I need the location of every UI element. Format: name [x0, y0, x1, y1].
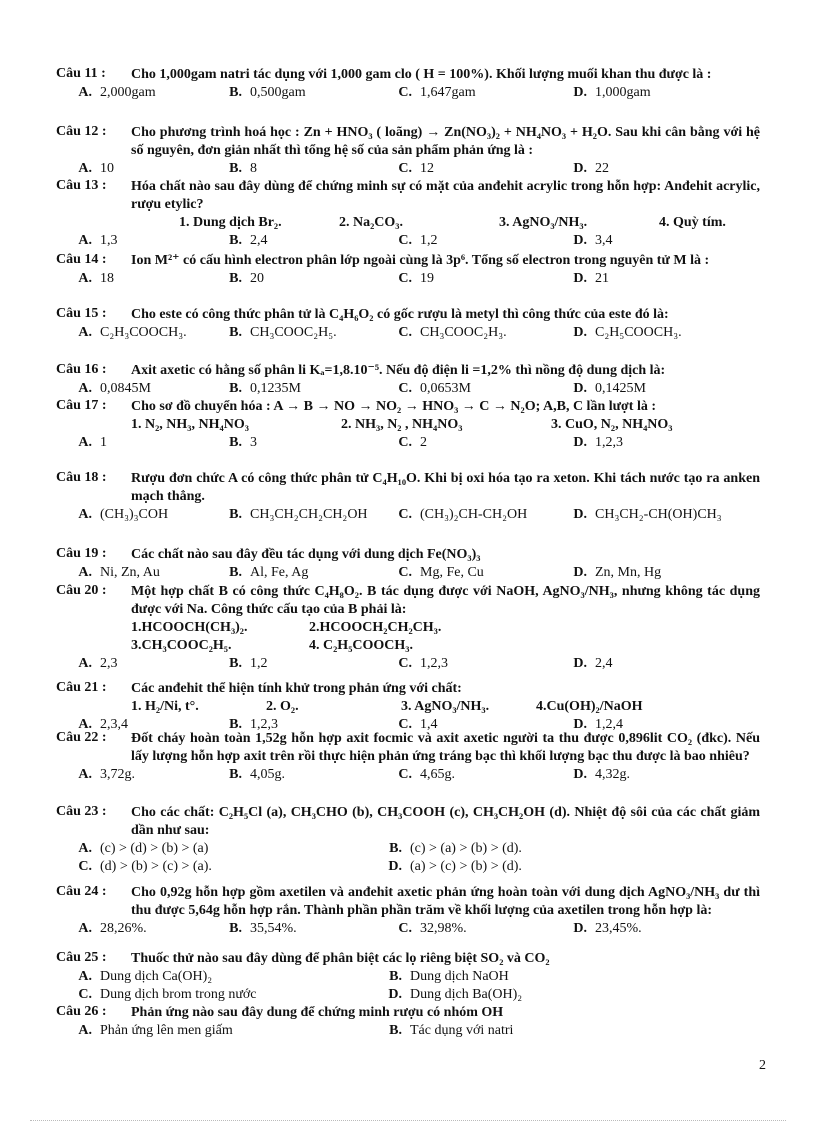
option-letter: D. [573, 381, 587, 396]
option-text: 4,32g. [595, 767, 630, 782]
sub-item: 1. Dung dịch Br₂. [179, 215, 282, 230]
answer-option [565, 380, 646, 398]
sub-item: 3. CuO, N₂, NH₄NO₃ [551, 417, 673, 432]
option-text: 35,54%. [250, 921, 297, 936]
answer-option [70, 84, 156, 102]
option-text: Phản ứng lên men giấm [100, 1023, 233, 1038]
option-text: 3 [250, 435, 257, 450]
option-text: Ni, Zn, Au [100, 565, 160, 580]
answer-option [390, 434, 427, 452]
question-text: Các chất nào sau đây đều tác dụng với dung dịch Fe(NO₃)₃ [131, 547, 481, 562]
options-row [56, 1022, 760, 1040]
option-letter: A. [78, 271, 92, 286]
question-block [56, 730, 760, 784]
question-text: Cho phương trình hoá học : Zn + HNO₃ ( loãng) → Zn(NO₃)₂ + NH₄NO₃ + H₂O. Sau khi cân bằng với hệ số nguyên, đơn giản nhất thì tổng hệ số của sản phẩm phản ứng là : [131, 125, 760, 158]
answer-option [220, 232, 268, 250]
question-number: Câu 23 : [56, 804, 107, 819]
option-text: 1,2 [420, 233, 438, 248]
option-text: 1,2 [250, 656, 268, 671]
answer-option [380, 968, 509, 986]
option-letter: B. [229, 507, 242, 522]
question-block [56, 804, 760, 876]
option-text: Al, Fe, Ag [250, 565, 309, 580]
option-letter: D. [573, 85, 587, 100]
option-letter: C. [398, 381, 412, 396]
question-text: Đốt cháy hoàn toàn 1,52g hỗn hợp axit focmic và axit axetic người ta thu được 0,896lit CO₂ (đkc). Nếu lấy lượng hỗn hợp axit trên rồi thực hiện phản ứng tráng bạc thì khối lượng bạc thu được là bao nhiêu? [131, 731, 760, 764]
question-number: Câu 11 : [56, 66, 106, 81]
sub-item: 1. N₂, NH₃, NH₄NO₃ [131, 417, 249, 432]
option-letter: D. [573, 325, 587, 340]
answer-option [390, 380, 471, 398]
option-letter: A. [78, 969, 92, 984]
question-text: Hóa chất nào sau đây dùng để chứng minh sự có mặt của anđehit acrylic trong hỗn hợp: Anđehit acrylic, rượu etylic? [131, 179, 760, 212]
option-letter: C. [398, 325, 412, 340]
option-letter: B. [229, 161, 242, 176]
option-text: CH₃CH₂CH₂CH₂OH [250, 507, 368, 522]
option-letter: D. [573, 656, 587, 671]
question-block [56, 950, 760, 1004]
options-row [56, 380, 760, 398]
question-text: Cho 0,92g hỗn hợp gồm axetilen và anđehit axetic phản ứng hoàn toàn với dung dịch AgNO₃/NH₃ dư thì thu được 5,64g hỗn hợp rắn. Thành phần phần trăm về khối lượng của axetilen trong hỗn hợp là: [131, 885, 760, 918]
page-number: 2 [759, 1058, 766, 1073]
question-text: Cho este có công thức phân tử là C₄H₆O₂ có gốc rượu là metyl thì công thức của este đó là: [131, 307, 669, 322]
option-letter: B. [389, 841, 402, 856]
question-sub-items [179, 214, 760, 232]
option-text: 1,000gam [595, 85, 651, 100]
answer-option [220, 766, 285, 784]
answer-option [70, 840, 208, 858]
answer-option [70, 380, 151, 398]
option-text: 2,4 [595, 656, 613, 671]
option-letter: B. [229, 717, 242, 732]
sub-item: 2. NH₃, N₂ , NH₄NO₃ [341, 417, 463, 432]
question-block [56, 398, 760, 452]
option-letter: B. [229, 85, 242, 100]
option-letter: D. [573, 767, 587, 782]
option-letter: A. [78, 767, 92, 782]
question-sub-items [131, 619, 760, 637]
answer-option [565, 270, 609, 288]
option-letter: A. [78, 325, 92, 340]
option-letter: A. [78, 507, 92, 522]
answer-option [390, 655, 448, 673]
option-text: Dung dịch Ca(OH)₂ [100, 969, 213, 984]
option-letter: B. [229, 325, 242, 340]
options-row [56, 986, 760, 1004]
option-text: Dung dịch brom trong nước [100, 987, 257, 1002]
answer-option [565, 434, 623, 452]
answer-option [70, 858, 212, 876]
option-text: 1,3 [100, 233, 118, 248]
question-number: Câu 17 : [56, 398, 107, 413]
answer-option [380, 986, 522, 1004]
sub-item: 1. H₂/Ni, t°. [131, 699, 199, 714]
option-text: 23,45%. [595, 921, 642, 936]
option-letter: A. [78, 656, 92, 671]
question-text: Thuốc thử nào sau đây dùng để phân biệt các lọ riêng biệt SO₂ và CO₂ [131, 951, 550, 966]
option-text: 1,647gam [420, 85, 476, 100]
option-letter: B. [229, 565, 242, 580]
answer-option [390, 160, 434, 178]
sub-item: 2. O₂. [266, 699, 299, 714]
question-block [56, 252, 760, 288]
option-text: Dung dịch Ba(OH)₂ [410, 987, 523, 1002]
option-letter: D. [573, 717, 587, 732]
option-text: 2,3 [100, 656, 118, 671]
answer-option [220, 434, 257, 452]
options-row [56, 655, 760, 673]
answer-option [70, 766, 135, 784]
option-letter: C. [398, 717, 412, 732]
option-text: C₂H₅COOCH₃. [595, 325, 682, 340]
answer-option [390, 564, 484, 582]
answer-option [220, 270, 264, 288]
answer-option [220, 324, 337, 342]
option-letter: D. [573, 507, 587, 522]
question-block [56, 546, 760, 582]
option-letter: C. [398, 85, 412, 100]
option-letter: A. [78, 565, 92, 580]
question-number: Câu 25 : [56, 950, 107, 965]
option-text: Zn, Mn, Hg [595, 565, 662, 580]
option-text: 4,65g. [420, 767, 455, 782]
option-text: (c) > (d) > (b) > (a) [100, 841, 209, 856]
option-letter: C. [398, 921, 412, 936]
question-text: Các anđehit thể hiện tính khử trong phản ứng với chất: [131, 681, 462, 696]
option-text: CH₃CH₂-CH(OH)CH₃ [595, 507, 722, 522]
option-text: (CH₃)₃COH [100, 507, 169, 522]
answer-option [70, 270, 114, 288]
question-number: Câu 18 : [56, 470, 107, 485]
option-letter: D. [573, 921, 587, 936]
option-text: CH₃COOC₂H₅. [250, 325, 337, 340]
options-row [56, 160, 760, 178]
option-text: 0,1235M [250, 381, 301, 396]
answer-option [220, 160, 257, 178]
option-text: Dung dịch NaOH [410, 969, 509, 984]
answer-option [70, 1022, 233, 1040]
option-letter: B. [229, 767, 242, 782]
question-number: Câu 16 : [56, 362, 107, 377]
answer-option [565, 564, 661, 582]
question-number: Câu 14 : [56, 252, 107, 267]
option-letter: A. [78, 381, 92, 396]
options-row [56, 564, 760, 582]
answer-option [70, 564, 160, 582]
option-text: 21 [595, 271, 609, 286]
question-block [56, 306, 760, 342]
question-text: Rượu đơn chức A có công thức phân tử C₄H₁₀O. Khi bị oxi hóa tạo ra xeton. Khi tách nước tạo ra anken mạch thẳng. [131, 471, 760, 504]
question-block [56, 470, 760, 524]
sub-item: 4. C₂H₅COOCH₃. [309, 638, 413, 653]
answer-option [70, 160, 114, 178]
option-letter: B. [229, 271, 242, 286]
option-text: 28,26%. [100, 921, 147, 936]
answer-option [390, 232, 438, 250]
options-row [56, 858, 760, 876]
option-letter: C. [398, 767, 412, 782]
question-text: Axit axetic có hằng số phân li Kₐ=1,8.10⁻⁵. Nếu độ điện li =1,2% thì nồng độ dung dịch là: [131, 363, 666, 378]
sub-item: 2. Na₂CO₃. [339, 215, 404, 230]
option-letter: A. [78, 85, 92, 100]
option-letter: C. [398, 271, 412, 286]
options-row [56, 766, 760, 784]
option-text: 0,500gam [250, 85, 306, 100]
question-number: Câu 19 : [56, 546, 107, 561]
question-sub-items [131, 416, 760, 434]
question-block [56, 66, 760, 102]
answer-option [380, 1022, 513, 1040]
option-text: (a) > (c) > (b) > (d). [410, 859, 522, 874]
option-letter: C. [398, 435, 412, 450]
question-block [56, 680, 760, 734]
option-text: 2,3,4 [100, 717, 128, 732]
option-letter: C. [398, 507, 412, 522]
sub-item: 3. AgNO₃/NH₃. [401, 699, 490, 714]
answer-option [565, 232, 613, 250]
option-text: 0,1425M [595, 381, 646, 396]
sub-item: 1.HCOOCH(CH₃)₂. [131, 620, 248, 635]
answer-option [220, 380, 301, 398]
option-letter: B. [389, 969, 402, 984]
question-text: Cho sơ đồ chuyển hóa : A → B → NO → NO₂ → HNO₃ → C → N₂O; A,B, C lần lượt là : [131, 399, 656, 414]
option-letter: D. [573, 271, 587, 286]
answer-option [380, 858, 522, 876]
answer-option [565, 766, 630, 784]
option-text: 2 [420, 435, 427, 450]
options-row [56, 968, 760, 986]
question-number: Câu 20 : [56, 583, 107, 598]
answer-option [565, 324, 682, 342]
question-block [56, 362, 760, 398]
option-letter: D. [388, 859, 402, 874]
option-text: 1,2,3 [250, 717, 278, 732]
answer-option [565, 655, 613, 673]
answer-option [380, 840, 522, 858]
sub-item: 3. AgNO₃/NH₃. [499, 215, 588, 230]
answer-option [390, 506, 527, 524]
option-text: 2,000gam [100, 85, 156, 100]
option-letter: C. [398, 233, 412, 248]
question-number: Câu 24 : [56, 884, 107, 899]
option-text: C₂H₃COOCH₃. [100, 325, 187, 340]
answer-option [70, 986, 257, 1004]
question-text: Một hợp chất B có công thức C₄H₈O₂. B tác dụng được với NaOH, AgNO₃/NH₃, nhưng không tác dụng được với Na. Công thức cấu tạo của B phải là: [131, 584, 760, 617]
options-row [56, 270, 760, 288]
options-row [56, 840, 760, 858]
option-letter: D. [573, 565, 587, 580]
option-letter: A. [78, 233, 92, 248]
question-number: Câu 21 : [56, 680, 107, 695]
options-row [56, 324, 760, 342]
option-text: 19 [420, 271, 434, 286]
question-block [56, 1004, 760, 1040]
option-letter: B. [229, 381, 242, 396]
option-text: 1,4 [420, 717, 438, 732]
option-letter: C. [398, 656, 412, 671]
option-letter: D. [573, 435, 587, 450]
sub-item: 2.HCOOCH₂CH₂CH₃. [309, 620, 442, 635]
option-text: 22 [595, 161, 609, 176]
answer-option [70, 434, 107, 452]
option-text: 8 [250, 161, 257, 176]
answer-option [70, 968, 212, 986]
option-letter: A. [78, 717, 92, 732]
question-block [56, 583, 760, 673]
page-bottom-border [30, 1120, 786, 1121]
option-letter: D. [573, 161, 587, 176]
options-row [56, 506, 760, 524]
question-text: Cho 1,000gam natri tác dụng với 1,000 gam clo ( H = 100%). Khối lượng muối khan thu được là : [131, 67, 712, 82]
answer-option [70, 506, 168, 524]
option-text: 1,2,3 [420, 656, 448, 671]
option-text: 2,4 [250, 233, 268, 248]
option-text: 0,0845M [100, 381, 151, 396]
option-text: CH₃COOC₂H₃. [420, 325, 507, 340]
sub-item: 4.Cu(OH)₂/NaOH [536, 699, 643, 714]
answer-option [390, 270, 434, 288]
option-text: 18 [100, 271, 114, 286]
answer-option [565, 160, 609, 178]
options-row [56, 232, 760, 250]
option-letter: A. [78, 841, 92, 856]
options-row [56, 84, 760, 102]
answer-option [565, 506, 722, 524]
question-number: Câu 13 : [56, 178, 107, 193]
options-row [56, 434, 760, 452]
answer-option [220, 564, 308, 582]
option-letter: C. [78, 859, 92, 874]
option-letter: A. [78, 921, 92, 936]
answer-option [70, 232, 118, 250]
answer-option [390, 324, 507, 342]
option-text: 0,0653M [420, 381, 471, 396]
sub-item: 4. Quỳ tím. [659, 215, 726, 230]
question-text: Phản ứng nào sau đây dung để chứng minh rượu có nhóm OH [131, 1005, 504, 1020]
answer-option [220, 84, 306, 102]
option-text: (CH₃)₂CH-CH₂OH [420, 507, 528, 522]
answer-option [220, 655, 268, 673]
option-text: 1 [100, 435, 107, 450]
option-letter: C. [398, 565, 412, 580]
option-letter: B. [389, 1023, 402, 1038]
question-number: Câu 15 : [56, 306, 107, 321]
answer-option [390, 920, 467, 938]
option-text: 12 [420, 161, 434, 176]
question-number: Câu 22 : [56, 730, 107, 745]
question-sub-items [131, 698, 760, 716]
answer-option [390, 84, 476, 102]
answer-option [220, 506, 368, 524]
question-sub-items [131, 637, 760, 655]
option-text: (c) > (a) > (b) > (d). [410, 841, 522, 856]
answer-option [70, 920, 147, 938]
option-text: 10 [100, 161, 114, 176]
option-text: 3,4 [595, 233, 613, 248]
option-text: 4,05g. [250, 767, 285, 782]
option-letter: A. [78, 161, 92, 176]
option-letter: C. [78, 987, 92, 1002]
answer-option [70, 655, 118, 673]
option-text: 1,2,3 [595, 435, 623, 450]
option-letter: B. [229, 233, 242, 248]
option-text: Mg, Fe, Cu [420, 565, 484, 580]
question-block [56, 124, 760, 178]
option-text: 3,72g. [100, 767, 135, 782]
option-text: 1,2,4 [595, 717, 623, 732]
option-text: 32,98%. [420, 921, 467, 936]
answer-option [565, 84, 651, 102]
option-letter: C. [398, 161, 412, 176]
answer-option [70, 324, 187, 342]
answer-option [220, 920, 297, 938]
option-text: (d) > (b) > (c) > (a). [100, 859, 212, 874]
sub-item: 3.CH₃COOC₂H₅. [131, 638, 232, 653]
question-number: Câu 26 : [56, 1004, 107, 1019]
question-text: Cho các chất: C₂H₅Cl (a), CH₃CHO (b), CH₃COOH (c), CH₃CH₂OH (d). Nhiệt độ sôi của các chất giảm dần như sau: [131, 805, 760, 838]
option-letter: A. [78, 435, 92, 450]
option-text: Tác dụng với natri [410, 1023, 514, 1038]
option-letter: D. [573, 233, 587, 248]
option-letter: B. [229, 435, 242, 450]
option-letter: A. [78, 1023, 92, 1038]
option-letter: B. [229, 921, 242, 936]
question-block [56, 178, 760, 250]
option-letter: B. [229, 656, 242, 671]
option-letter: D. [388, 987, 402, 1002]
question-number: Câu 12 : [56, 124, 107, 139]
answer-option [565, 920, 642, 938]
question-block [56, 884, 760, 938]
option-text: 20 [250, 271, 264, 286]
answer-option [390, 766, 455, 784]
question-text: Ion M²⁺ có cấu hình electron phân lớp ngoài cùng là 3p⁶. Tổng số electron trong nguyên tử M là : [131, 253, 710, 268]
options-row [56, 920, 760, 938]
